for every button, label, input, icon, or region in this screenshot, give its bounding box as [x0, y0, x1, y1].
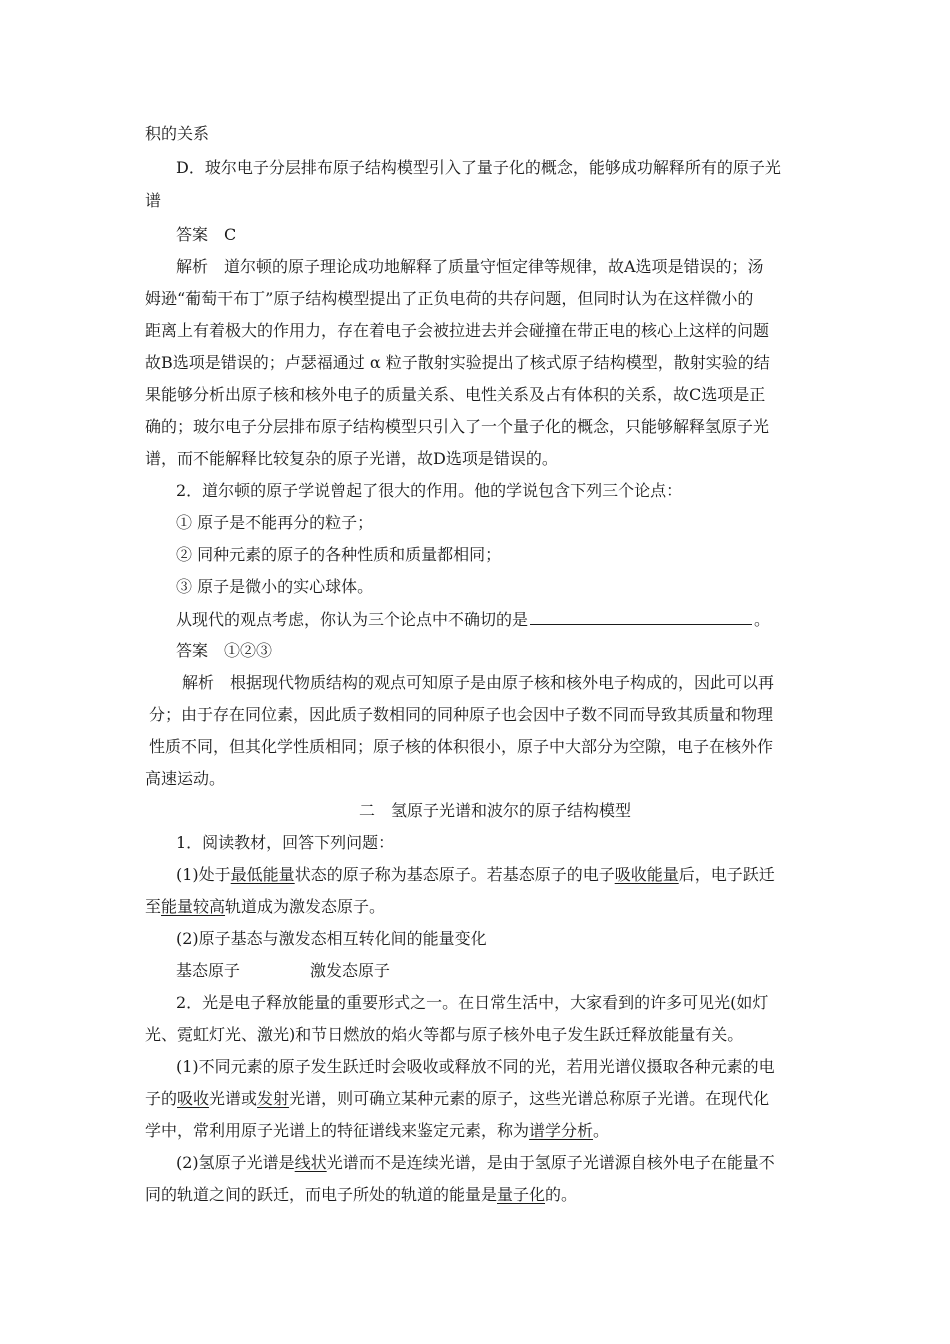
q2-point: ③ 原子是微小的实心球体。	[176, 577, 374, 596]
fill-answer: 吸收能量	[614, 865, 679, 884]
fill-answer: 量子化	[497, 1185, 546, 1204]
q2-analysis-line: 分；由于存在同位素，因此质子数相同的同种原子也会因中子数不同而导致其质量和物理	[149, 705, 774, 724]
sub2-line-2	[145, 1185, 815, 1205]
q1-answer: 答案 C	[176, 225, 237, 244]
q1-analysis-line: 确的；玻尔电子分层排布原子结构模型只引入了一个量子化的概念，只能够解释氢原子光	[145, 417, 770, 436]
section2-para-1	[176, 865, 816, 885]
sub1-line-2	[145, 1089, 815, 1109]
fill-answer: 最低能量	[230, 865, 295, 884]
text: (2)氢原子光谱是	[176, 1153, 295, 1172]
q2-question-text: 从现代的观点考虑，你认为三个论点中不确切的是	[176, 610, 529, 629]
fill-answer: 线状	[294, 1153, 327, 1172]
option-d-line-2: 谱	[145, 191, 162, 210]
text: 学中，常利用原子光谱上的特征谱线来鉴定元素，称为	[145, 1121, 530, 1140]
q1-analysis-line: 距离上有着极大的作用力，存在着电子会被拉进去并会碰撞在带正电的核心上这样的问题	[145, 321, 770, 340]
fill-answer: 吸收	[177, 1089, 210, 1108]
text: 子的	[145, 1089, 178, 1108]
sub2-line-1	[176, 1153, 816, 1173]
section2-para-1-cont	[145, 897, 815, 917]
fill-answer: 谱学分析	[529, 1121, 594, 1140]
text: 至	[145, 897, 162, 916]
q1-analysis-line: 谱，而不能解释比较复杂的原子光谱，故D选项是错误的。	[145, 449, 558, 468]
q1-analysis-line: 姆逊“葡萄干布丁”原子结构模型提出了正负电荷的共存问题，但同时认为在这样微小的	[145, 289, 754, 308]
text: 光谱或	[209, 1089, 258, 1108]
section-title: 二 氢原子光谱和波尔的原子结构模型	[358, 801, 631, 820]
q2-answer: 答案 ①②③	[176, 641, 273, 660]
q2-point: ② 同种元素的原子的各种性质和质量都相同；	[176, 545, 502, 564]
text: (1)处于	[176, 865, 231, 884]
option-c-tail: 积的关系	[145, 124, 210, 143]
sub1-line-3	[145, 1121, 815, 1141]
q2-analysis-line: 性质不同，但其化学性质相同；原子核的体积很小，原子中大部分为空隙，电子在核外作	[149, 737, 774, 756]
q2-analysis-line: 高速运动。	[145, 769, 226, 788]
q1-analysis-line: 故B选项是错误的；卢瑟福通过 α 粒子散射实验提出了核式原子结构模型，散射实验的结	[145, 353, 770, 372]
q2-analysis-line: 解析 根据现代物质结构的观点可知原子是由原子核和核外电子构成的，因此可以再	[182, 673, 775, 692]
section2-item-1: 1．阅读教材，回答下列问题：	[176, 833, 395, 852]
text: 。	[593, 1121, 610, 1140]
q1-analysis-line: 解析 道尔顿的原子理论成功地解释了质量守恒定律等规律，故A选项是错误的；汤	[176, 257, 764, 276]
text: 的。	[545, 1185, 578, 1204]
text: 光谱，则可确立某种元素的原子，这些光谱总称原子光谱。在现代化	[289, 1089, 770, 1108]
sub1-line-1: (1)不同元素的原子发生跃迁时会吸收或释放不同的光，若用光谱仪摄取各种元素的电	[176, 1057, 775, 1076]
text: 同的轨道之间的跃迁，而电子所处的轨道的能量是	[145, 1185, 498, 1204]
fill-answer: 发射	[257, 1089, 290, 1108]
ground-state-label: 基态原子	[176, 961, 241, 980]
text: 光谱而不是连续光谱，是由于氢原子光谱源自核外电子在能量不	[326, 1153, 775, 1172]
text: 后，电子跃迁	[678, 865, 775, 884]
fill-answer: 能量较高	[161, 897, 226, 916]
excited-state-label: 激发态原子	[310, 961, 391, 980]
energy-transition-row	[176, 961, 816, 981]
option-d-line-1: D．玻尔电子分层排布原子结构模型引入了量子化的概念，能够成功解释所有的原子光	[176, 158, 781, 177]
text: 轨道成为激发态原子。	[225, 897, 386, 916]
q2-stem: 2．道尔顿的原子学说曾起了很大的作用。他的学说包含下列三个论点：	[176, 481, 683, 500]
q2-question	[176, 609, 816, 630]
section2-item-2-cont: 光、霓虹灯光、激光)和节日燃放的焰火等都与原子核外电子发生跃迁释放能量有关。	[145, 1025, 744, 1044]
q2-point: ① 原子是不能再分的粒子；	[176, 513, 374, 532]
section2-para-2: (2)原子基态与激发态相互转化间的能量变化	[176, 929, 487, 948]
answer-blank[interactable]	[530, 609, 752, 625]
q2-question-end: 。	[754, 610, 771, 629]
text: 状态的原子称为基态原子。若基态原子的电子	[294, 865, 615, 884]
q1-analysis-line: 果能够分析出原子核和核外电子的质量关系、电性关系及占有体积的关系，故C选项是正	[145, 385, 766, 404]
section2-item-2: 2．光是电子释放能量的重要形式之一。在日常生活中，大家看到的许多可见光(如灯	[176, 993, 769, 1012]
